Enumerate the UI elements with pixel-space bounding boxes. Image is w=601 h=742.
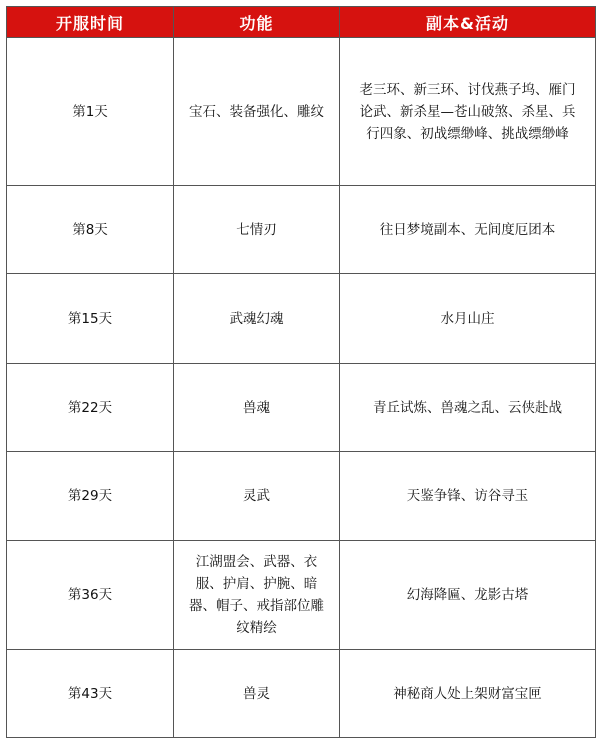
cell-activities: 往日梦境副本、无间度厄团本 bbox=[340, 186, 596, 274]
cell-activities: 青丘试炼、兽魂之乱、云侠赴战 bbox=[340, 364, 596, 452]
cell-day: 第15天 bbox=[7, 274, 174, 364]
table-row bbox=[7, 274, 596, 364]
cell-day: 第22天 bbox=[7, 364, 174, 452]
table-row bbox=[7, 650, 596, 738]
cell-day: 第36天 bbox=[7, 541, 174, 650]
cell-feature: 七情刃 bbox=[174, 186, 340, 274]
cell-feature: 兽灵 bbox=[174, 650, 340, 738]
cell-feature: 武魂幻魂 bbox=[174, 274, 340, 364]
table-row bbox=[7, 364, 596, 452]
cell-activities: 老三环、新三环、讨伐燕子坞、雁门论武、新杀星—苍山破煞、杀星、兵行四象、初战缥缈峰、挑战缥缈峰 bbox=[340, 38, 596, 186]
cell-activities: 幻海降匾、龙影古塔 bbox=[340, 541, 596, 650]
cell-day: 第8天 bbox=[7, 186, 174, 274]
cell-activities: 神秘商人处上架财富宝匣 bbox=[340, 650, 596, 738]
header-feature: 功能 bbox=[174, 7, 340, 38]
schedule-table-wrapper bbox=[6, 6, 596, 738]
cell-feature: 江湖盟会、武器、衣服、护肩、护腕、暗器、帽子、戒指部位雕纹精绘 bbox=[174, 541, 340, 650]
cell-feature: 宝石、装备强化、雕纹 bbox=[174, 38, 340, 186]
cell-feature: 兽魂 bbox=[174, 364, 340, 452]
cell-activities: 水月山庄 bbox=[340, 274, 596, 364]
table-row bbox=[7, 541, 596, 650]
cell-day: 第1天 bbox=[7, 38, 174, 186]
cell-feature: 灵武 bbox=[174, 452, 340, 541]
table-row bbox=[7, 38, 596, 186]
table-row bbox=[7, 186, 596, 274]
table-row bbox=[7, 452, 596, 541]
header-open-time: 开服时间 bbox=[7, 7, 174, 38]
cell-day: 第29天 bbox=[7, 452, 174, 541]
cell-day: 第43天 bbox=[7, 650, 174, 738]
cell-activities: 天鉴争锋、访谷寻玉 bbox=[340, 452, 596, 541]
table-header-row bbox=[7, 7, 596, 38]
header-activities: 副本&活动 bbox=[340, 7, 596, 38]
server-schedule-table bbox=[6, 6, 596, 738]
